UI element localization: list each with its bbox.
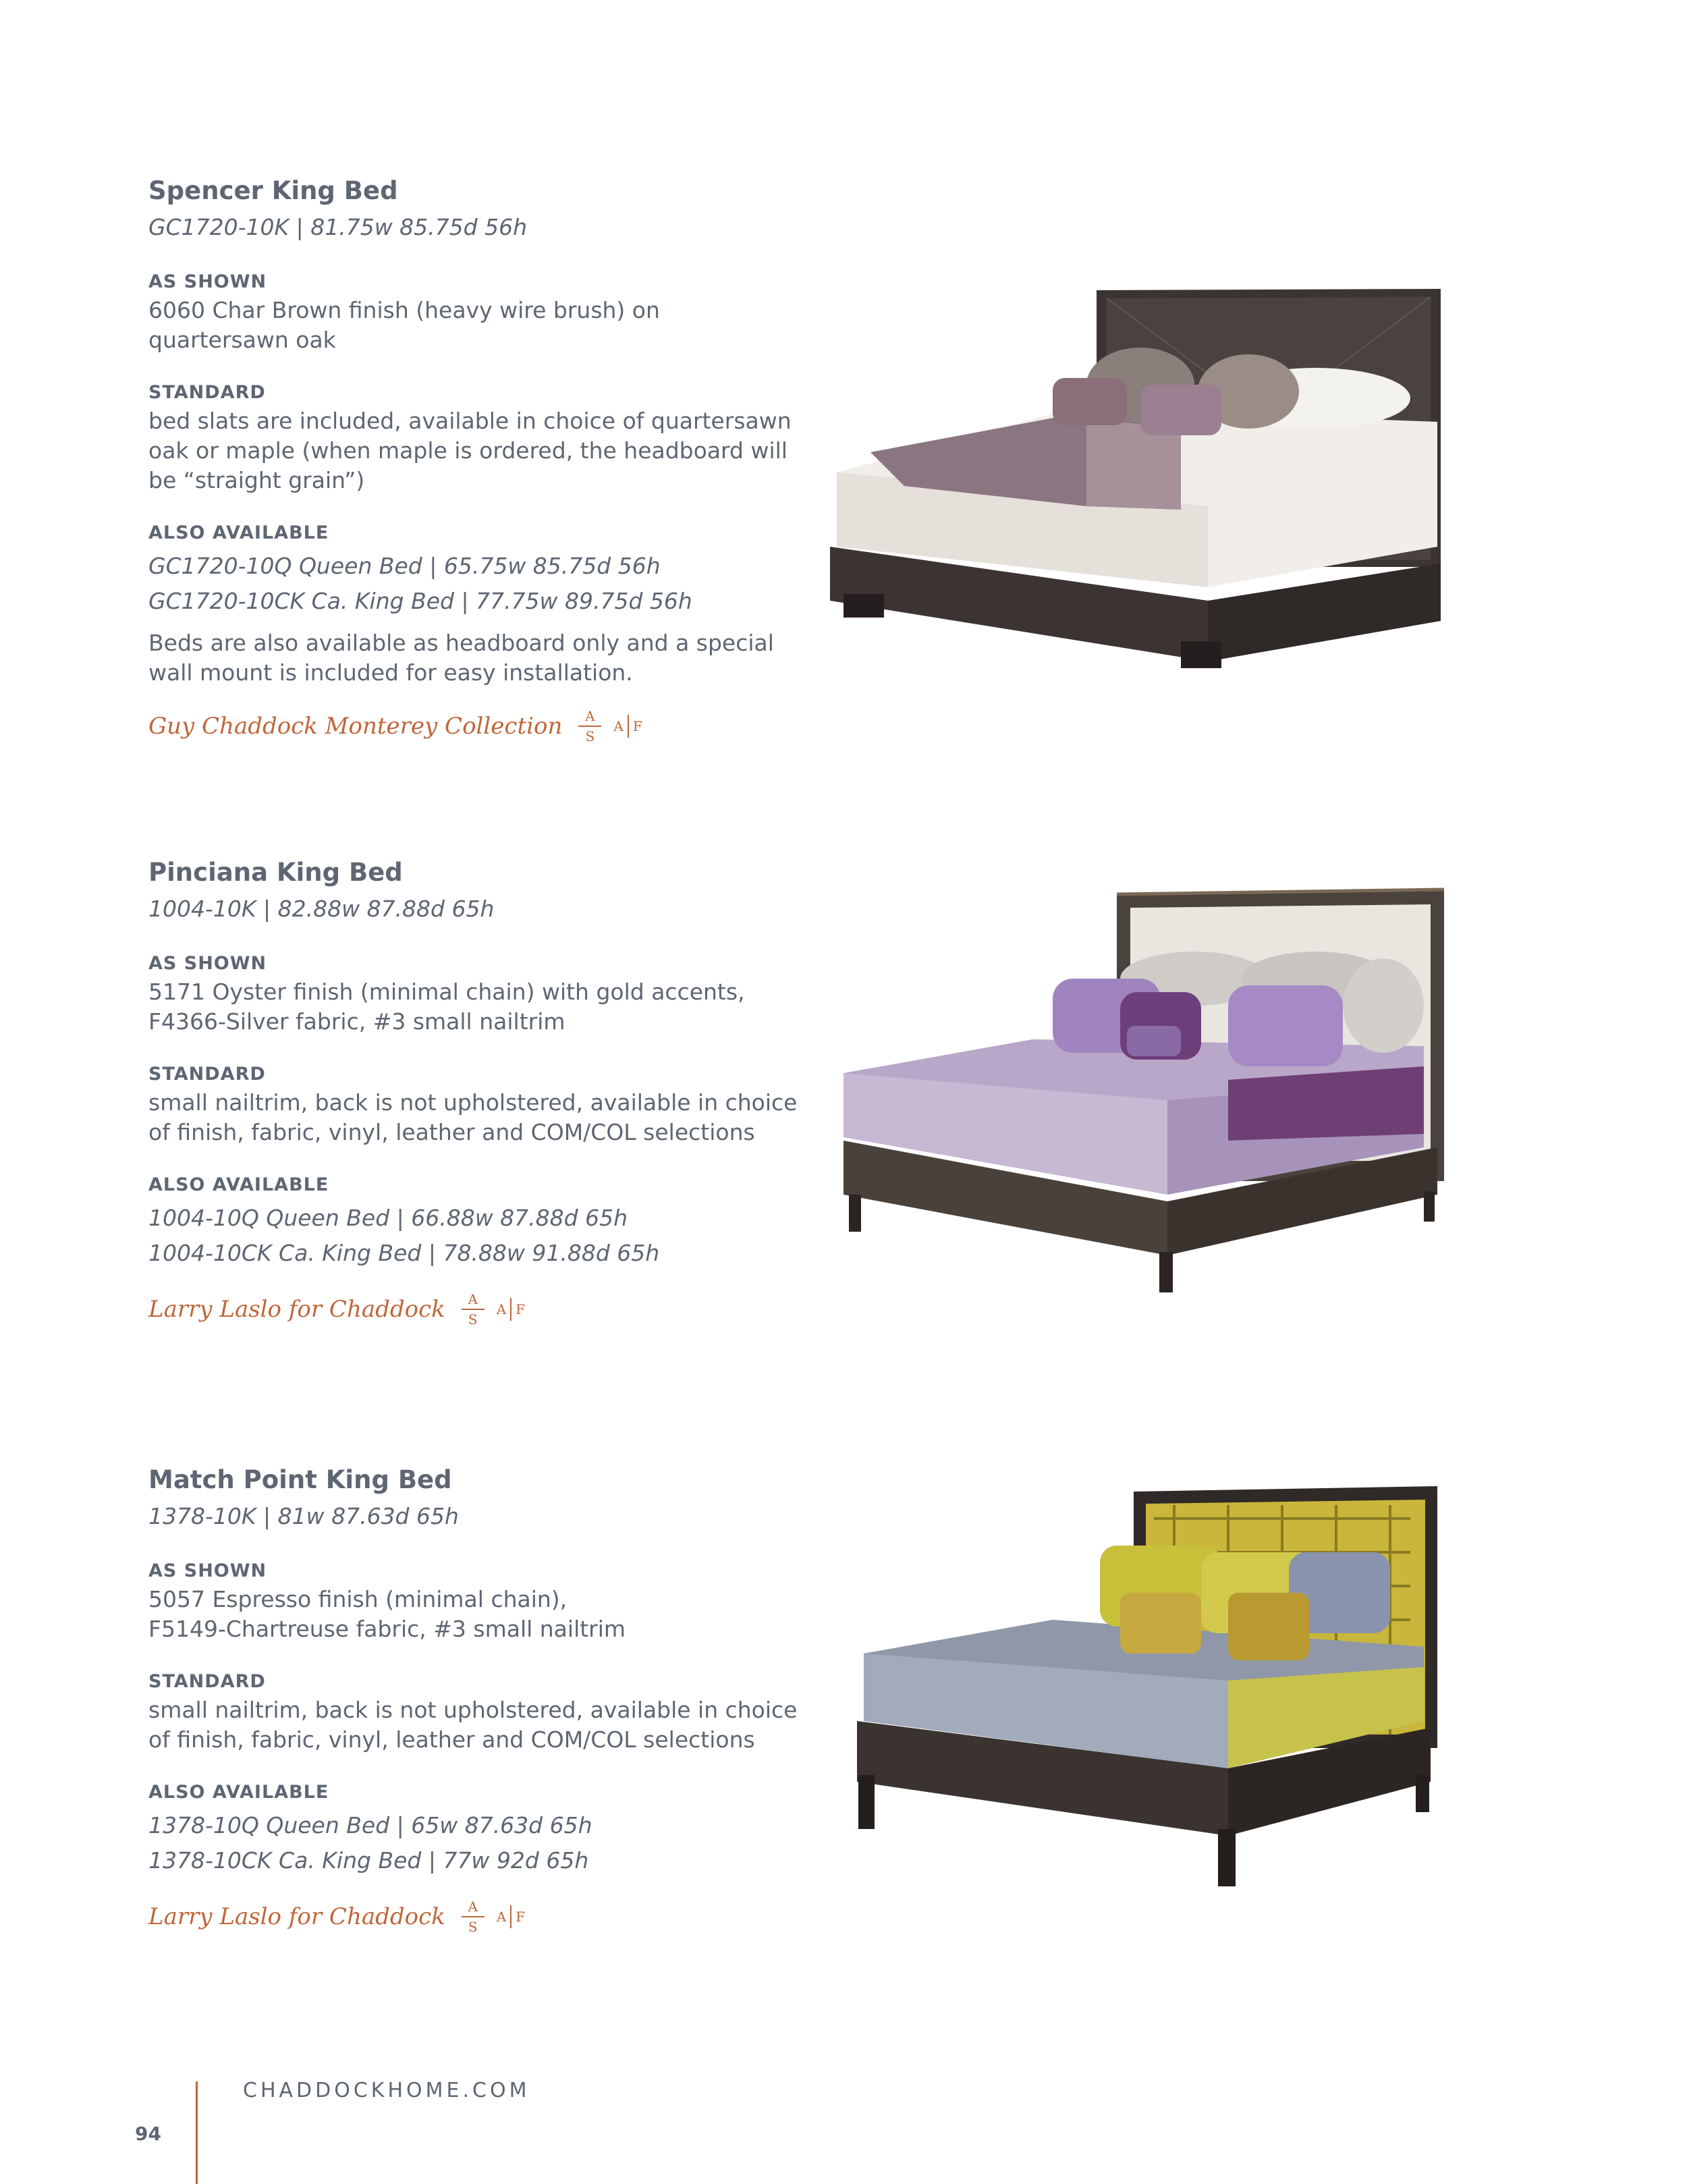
product-sku: 1004-10K | 82.88w 87.88d 65h	[148, 896, 495, 923]
standard-text: bed slats are included, available in choice of quartersawn oak or maple (when maple is ordered, the headboard will be “straight grain”)	[148, 408, 792, 494]
collection-row	[148, 1292, 844, 1326]
standard-label: STANDARD	[148, 1063, 266, 1085]
product-name: Pinciana King Bed	[148, 858, 403, 887]
product-pinciana-king-bed	[148, 857, 844, 1326]
also-available-label: ALSO AVAILABLE	[148, 1174, 329, 1196]
as-shown-text: 5171 Oyster finish (minimal chain) with gold accents, F4366-Silver fabric, #3 small nailtrim	[148, 978, 745, 1035]
also-available-item: GC1720-10Q Queen Bed | 65.75w 85.75d 56h	[148, 552, 661, 579]
product-name: Spencer King Bed	[148, 176, 398, 205]
collection-row	[148, 709, 844, 743]
also-available-item: 1004-10Q Queen Bed | 66.88w 87.88d 65h	[148, 1204, 628, 1231]
also-available-item: 1378-10CK Ca. King Bed | 77w 92d 65h	[148, 1847, 589, 1874]
product-sku: GC1720-10K | 81.75w 85.75d 56h	[148, 214, 527, 241]
collection-name: Guy Chaddock Monterey Collection	[148, 712, 563, 740]
also-available-item: 1004-10CK Ca. King Bed | 78.88w 91.88d 65h	[148, 1239, 660, 1266]
collection-name: Larry Laslo for Chaddock	[148, 1903, 445, 1930]
page-number: 94	[135, 2123, 161, 2145]
as-shown-label: AS SHOWN	[148, 952, 267, 974]
af-logo: $\frac{A}{S}$ A F	[462, 1292, 525, 1326]
pinciana-bed-image	[830, 877, 1458, 1309]
also-available-item: GC1720-10CK Ca. King Bed | 77.75w 89.75d 56h	[148, 587, 692, 614]
footer-divider	[196, 2081, 198, 2184]
also-available-label: ALSO AVAILABLE	[148, 522, 329, 544]
as-shown-text: 5057 Espresso finish (minimal chain), F5149-Chartreuse fabric, #3 small nailtrim	[148, 1585, 626, 1642]
product-spencer-king-bed	[148, 175, 844, 743]
spencer-bed-image	[830, 283, 1458, 668]
product-sku: 1378-10K | 81w 87.63d 65h	[148, 1503, 459, 1530]
as-shown-label: AS SHOWN	[148, 1560, 267, 1581]
also-available-label: ALSO AVAILABLE	[148, 1782, 329, 1803]
website-link[interactable]: CHADDOCKHOME.COM	[243, 2079, 530, 2102]
af-logo: $\frac{A}{S}$ A F	[578, 709, 642, 743]
standard-text: small nailtrim, back is not upholstered, available in choice of finish, fabric, vinyl, leather and COM/COL selections	[148, 1089, 798, 1146]
collection-row	[148, 1900, 844, 1934]
as-shown-label: AS SHOWN	[148, 271, 267, 292]
headboard-note: Beds are also available as headboard only and a special wall mount is included for easy installation.	[148, 629, 774, 686]
collection-name: Larry Laslo for Chaddock	[148, 1295, 445, 1323]
standard-label: STANDARD	[148, 1670, 266, 1692]
match-point-bed-image	[850, 1478, 1444, 1923]
standard-text: small nailtrim, back is not upholstered, available in choice of finish, fabric, vinyl, leather and COM/COL selections	[148, 1697, 798, 1753]
product-name: Match Point King Bed	[148, 1465, 452, 1494]
standard-label: STANDARD	[148, 381, 266, 403]
as-shown-text: 6060 Char Brown finish (heavy wire brush) on quartersawn oak	[148, 296, 660, 353]
af-logo: $\frac{A}{S}$ A F	[462, 1900, 525, 1934]
product-match-point-king-bed	[148, 1465, 844, 1934]
also-available-item: 1378-10Q Queen Bed | 65w 87.63d 65h	[148, 1811, 592, 1838]
